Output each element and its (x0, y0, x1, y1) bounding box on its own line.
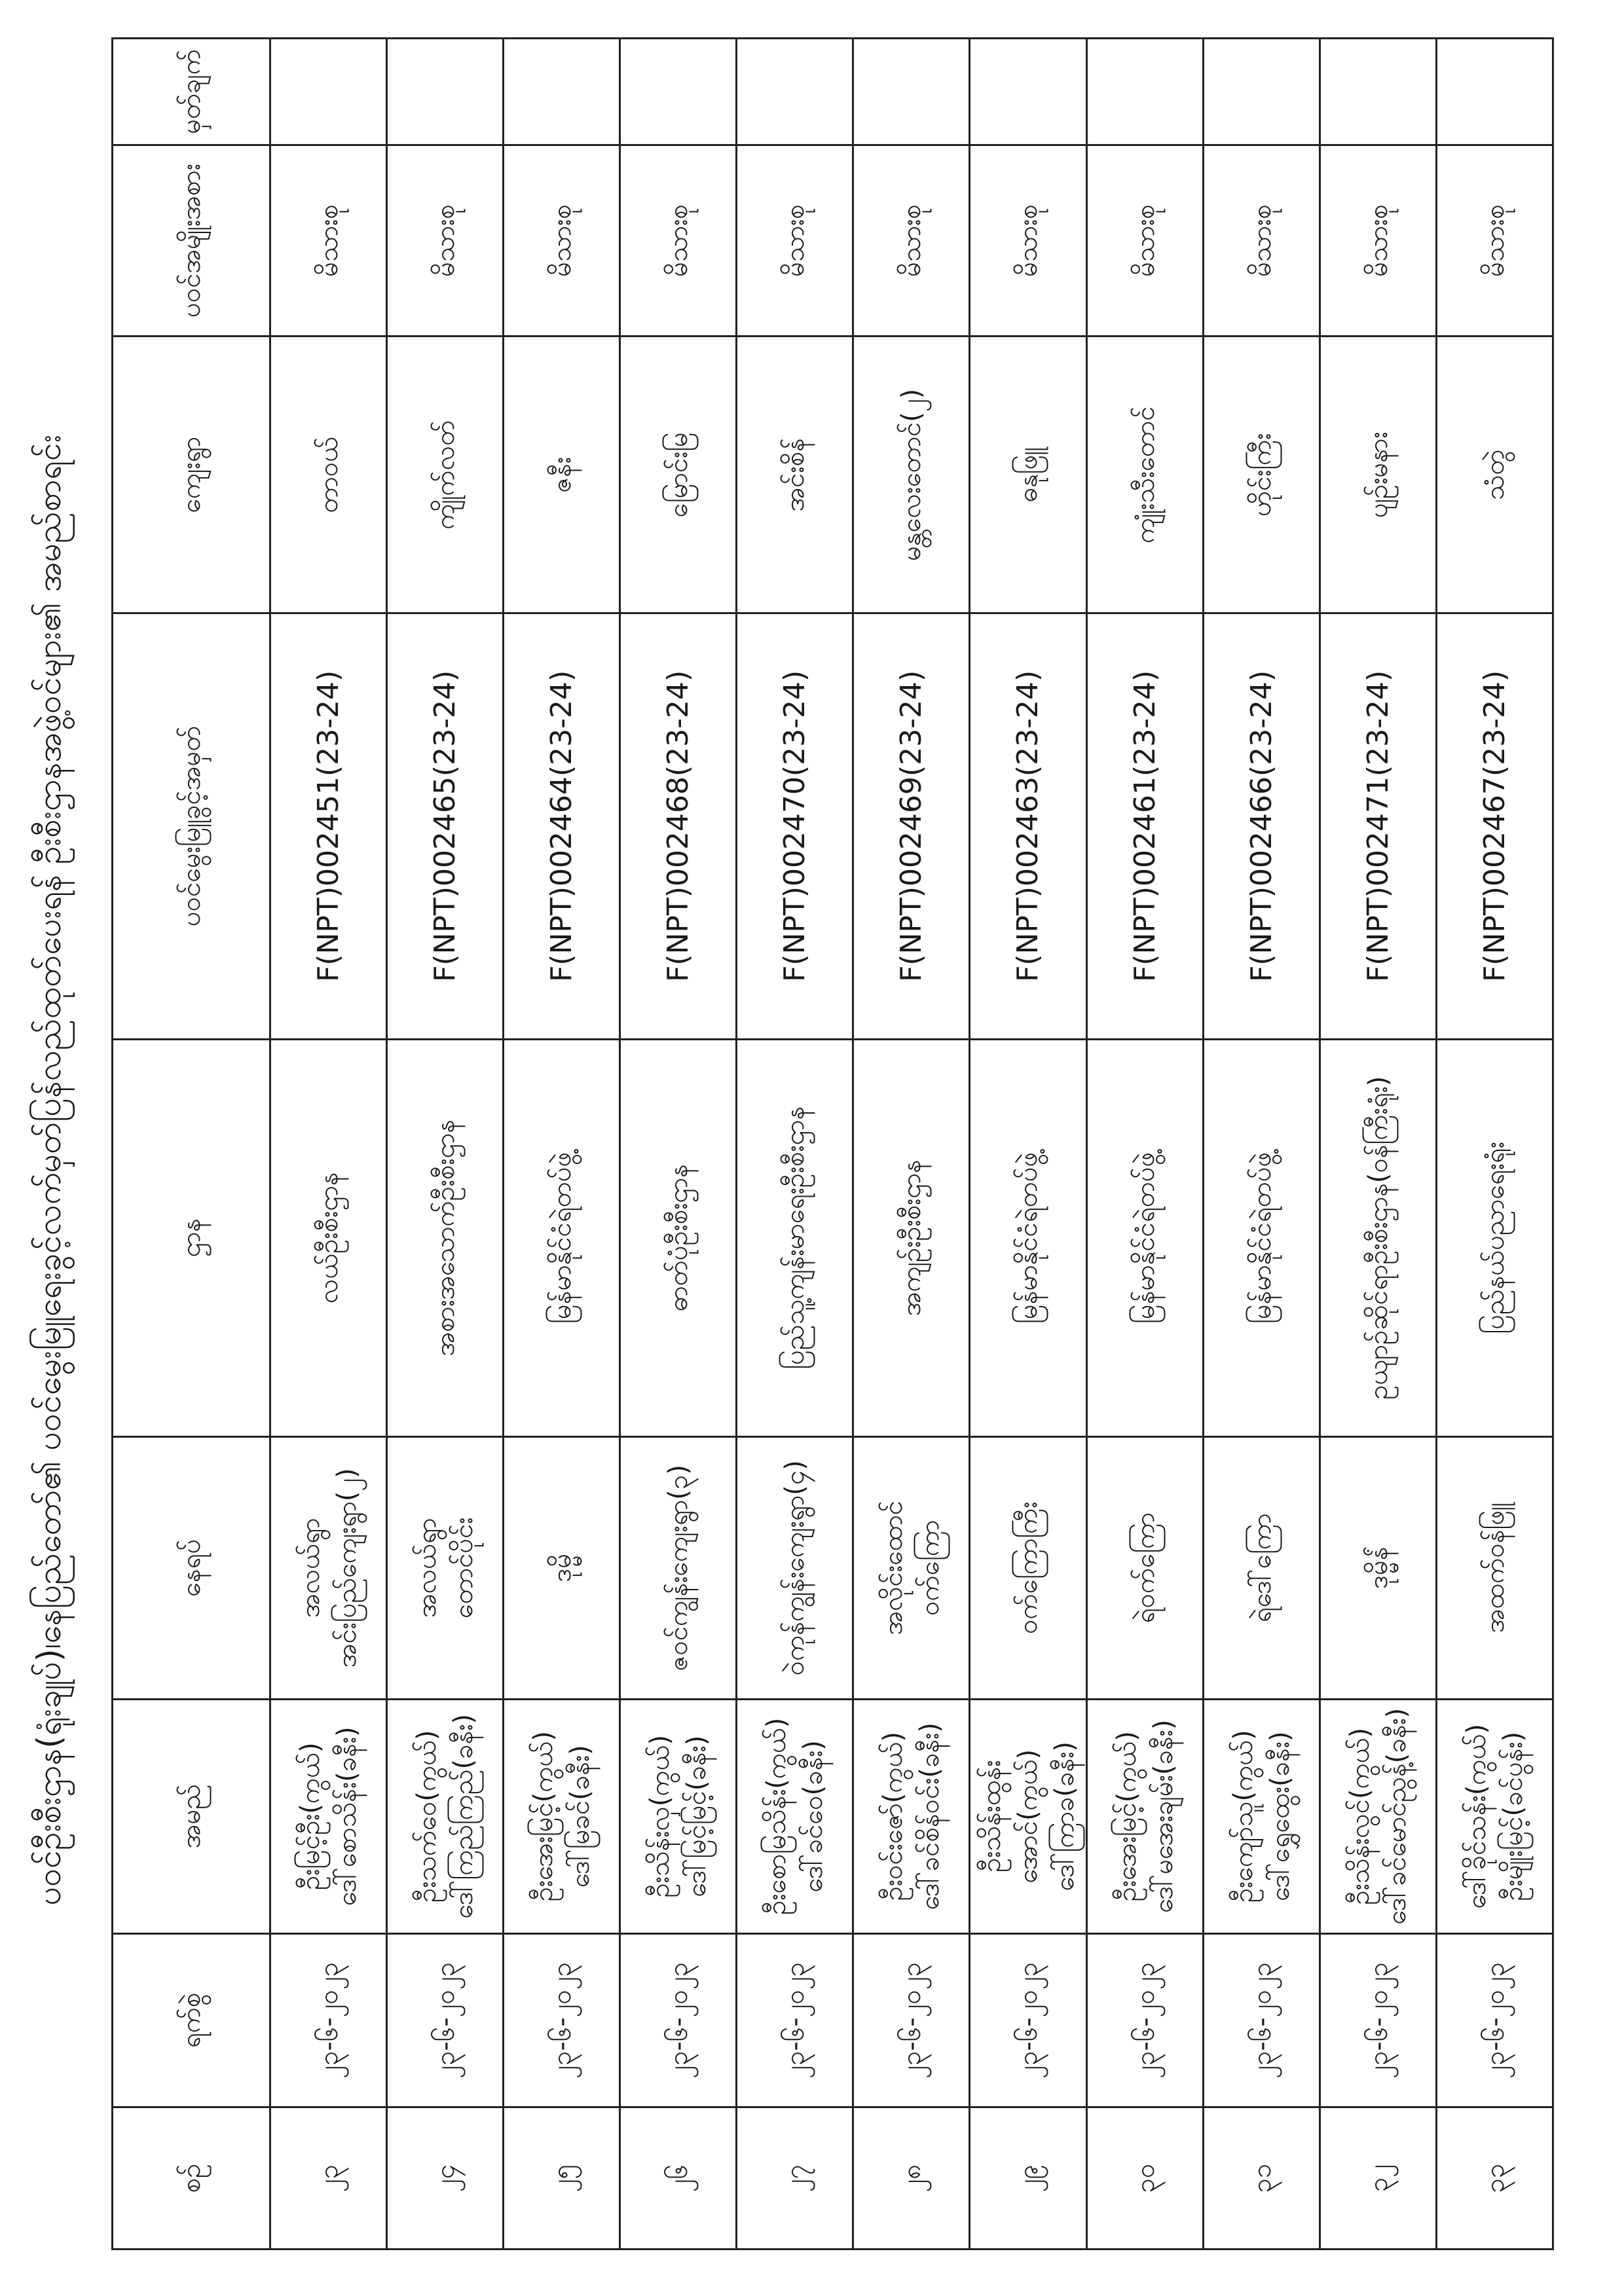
cell-branch: ဥယျာဉ်ဆိုင်ရာဦးစီးဌာန(ဝန်ကြီးရုံး) (1320, 1039, 1437, 1436)
cell-village: ဓနုဖြူ (970, 337, 1087, 613)
cell-type: မိသားစု (270, 145, 387, 337)
cell-village: ပျဉ်းမနား (1320, 337, 1437, 613)
record-table (111, 37, 1554, 2250)
document-title: ပဝင်ဦးစီးဌာန(ရုံးချုပ်)၊နေပြည်တော်၏ ပဝင်မွေးမြူရေးခွင့်လက်မှတ်ပြန်လည်ထုတ်ပေးရန် ဦးစီးဌာနအဖွဲ့ဝင်များ၏ အမည်စာရင်း (30, 434, 68, 1906)
cell-date: ၂၃-၆-၂၀၂၃ (620, 1933, 737, 2107)
cell-remark (970, 39, 1087, 145)
cell-cert-no: F(NPT)002467(23-24) (1437, 613, 1553, 1039)
cell-remark (1204, 39, 1320, 145)
cell-name: ဦးမြင့်ဦး(ကွယ်) ဒေါ်စောသိန်း(ခနီး) (270, 1699, 387, 1933)
cell-date: ၂၃-၆-၂၀၂၃ (504, 1933, 620, 2107)
cell-cert-no: F(NPT)002468(23-24) (620, 613, 737, 1039)
cell-seq: ၂၉ (970, 2107, 1087, 2250)
cell-cert-no: F(NPT)002471(23-24) (1320, 613, 1437, 1039)
cell-village: အင်းစိန် (737, 337, 853, 613)
cell-type: မိသားစု (853, 145, 970, 337)
header-type: ပဝင်အမျိုးအစား (113, 145, 270, 337)
cell-address: ဝက်ကြောကြီး (970, 1436, 1087, 1699)
cell-date: ၂၃-၆-၂၀၂၃ (737, 1933, 853, 2107)
table-row (1204, 39, 1320, 2250)
cell-branch: ပြည်နယ်ပညာရေးရုံး (1437, 1039, 1553, 1436)
cell-name: ဦးဝင်းဇော်(ကွယ်) ဒေါ်ခင်စိန်ဝင်း(ခနီး) (853, 1699, 970, 1933)
cell-address: ရဲဒေါ်ကြော (1204, 1436, 1320, 1699)
cell-village: မြောင်းမြ (620, 337, 737, 613)
cell-type: မိသားစု (737, 145, 853, 337)
cell-cert-no: F(NPT)002451(23-24) (270, 613, 387, 1039)
cell-branch: မြန်မာနိုင်ငံရဲတပ်ဖွဲ့ (504, 1039, 620, 1436)
cell-seq: ၂၆ (620, 2107, 737, 2250)
cell-name: ဦးအေးမြင့်(ကွယ်) ဒေါ်မအေးချမ်း(ခနီး) (1087, 1699, 1204, 1933)
cell-branch: မြန်မာနိုင်ငံရဲတပ်ဖွဲ့ (970, 1039, 1087, 1436)
cell-name: ဦးသိန်းလွင်(ကွယ်) ဒေါ်ခင်မောင်ညွန့်(ခနီး) (1320, 1699, 1437, 1933)
cell-address: ဝဲကုန်ကျွန်းကျေးရွာ(၄) (737, 1436, 853, 1699)
header-date: ရက်စွဲ (113, 1933, 270, 2107)
cell-branch: လယ်ဦးစီးဌာန (270, 1039, 387, 1436)
cell-type: မိသားစု (387, 145, 504, 337)
table-row (737, 39, 853, 2250)
cell-village: ကျုံးသီးတောင် (1087, 337, 1204, 613)
cell-address: အလယ်ရွာ တောင်ပိုင်း (387, 1436, 504, 1699)
cell-date: ၂၃-၆-၂၀၂၃ (1320, 1933, 1437, 2107)
table-header-row (113, 39, 270, 2250)
cell-branch: ဓာတ်ပုံဦးစီးဌာန (620, 1039, 737, 1436)
cell-date: ၂၃-၆-၂၀၂၃ (970, 1933, 1087, 2107)
cell-type: မိသားစု (1320, 145, 1437, 337)
cell-seq: ၃၀ (1087, 2107, 1204, 2250)
cell-seq: ၂၅ (504, 2107, 620, 2250)
cell-remark (853, 39, 970, 145)
cell-village: ဟိုင်းကြီး (1204, 337, 1320, 613)
header-address: နေရပ် (113, 1436, 270, 1699)
header-seq: စဉ် (113, 2107, 270, 2250)
cell-date: ၂၃-၆-၂၀၂၃ (1087, 1933, 1204, 2107)
header-remark: မှတ်ချက် (113, 39, 270, 145)
cell-remark (737, 39, 853, 145)
cell-seq: ၂၄ (387, 2107, 504, 2250)
cell-name: ဦးသိန်းလှ(ကွယ်) ဒေါ်မြင့်မြင့်(ခနီး) (620, 1699, 737, 1933)
cell-name: ဦးစောမြသိန်း(ကွယ်) ဒေါ်ခင်ဝေ(ခနီး) (737, 1699, 853, 1933)
cell-seq: ၃၂ (1320, 2107, 1437, 2250)
cell-name: ဦးသိန်းထွန်းအောင်(ကွယ်) ဒေါ်ကြာခ(ခနီး) (970, 1699, 1087, 1933)
cell-address: ရဲဝက်ကြော (1087, 1436, 1204, 1699)
cell-seq: ၃၁ (1204, 2107, 1320, 2250)
table-row (620, 39, 737, 2250)
cell-remark (1437, 39, 1553, 145)
cell-village: မန္တလေးတောင်(၂) (853, 337, 970, 613)
cell-remark (387, 39, 504, 145)
cell-name: ဦးအေးမြင့်(ကွယ်) ဒေါ်မြခင်(ခနီး) (504, 1699, 620, 1933)
cell-type: မိသားစု (1204, 145, 1320, 337)
header-name: အမည် (113, 1699, 270, 1933)
cell-type: မိသားစု (970, 145, 1087, 337)
cell-name: ဦးကျော်သူ(ကွယ်) ဒေါ်ရွှေထွေး(ခနီး) (1204, 1699, 1320, 1933)
cell-remark (1087, 39, 1204, 145)
cell-date: ၂၃-၆-၂၀၂၃ (1437, 1933, 1553, 2107)
table-row (1320, 39, 1437, 2250)
cell-address: အလယ်ရွာ အင်းပြည်ကျေးရွာ(၂) (270, 1436, 387, 1699)
cell-name: ဦးသက်ဝေ(ကွယ်) ဒေါ်ကြည်ကြည်(ခနီး) (387, 1699, 504, 1933)
cell-cert-no: F(NPT)002463(23-24) (970, 613, 1087, 1039)
cell-name: ဒေါ်ခိုင်သန်း(ကွယ်) ဦးမျိုးမြင့်(ခင်ပွန်း) (1437, 1699, 1553, 1933)
cell-date: ၂၃-၆-၂၀၂၃ (270, 1933, 387, 2107)
cell-date: ၂၃-၆-၂၀၂၃ (1204, 1933, 1320, 2107)
table-row (504, 39, 620, 2250)
cell-date: ၂၃-၆-၂၀၂၃ (387, 1933, 504, 2107)
cell-village: ကျိုက်လတ် (387, 337, 504, 613)
cell-address: ဒုမ္မိန်ံ (1320, 1436, 1437, 1699)
cell-village: တာဝယ် (270, 337, 387, 613)
cell-cert-no: F(NPT)002465(23-24) (387, 613, 504, 1039)
cell-village: သံတွဲ (1437, 337, 1553, 613)
cell-cert-no: F(NPT)002466(23-24) (1204, 613, 1320, 1039)
cell-remark (504, 39, 620, 145)
cell-address: ဇဝင်ကျွန်းကျေးရွာ(၃) (620, 1436, 737, 1699)
header-cert-no: ပဝင်မွေးမြူခွင့်အမှတ် (113, 613, 270, 1039)
cell-date: ၂၃-၆-၂၀၂၃ (853, 1933, 970, 2107)
cell-address: အလိုင်းထောင် ဝက်ကြော (853, 1436, 970, 1699)
table-row (1087, 39, 1204, 2250)
cell-type: မိသားစု (620, 145, 737, 337)
cell-cert-no: F(NPT)002470(23-24) (737, 613, 853, 1039)
cell-address: ဒုမ္မိ (504, 1436, 620, 1699)
header-branch: ဌာန (113, 1039, 270, 1436)
cell-seq: ၃၃ (1437, 2107, 1553, 2250)
cell-branch: အကျဉ်းဦးစီးဌာန (853, 1039, 970, 1436)
cell-address: အထက်ဝန်ဖြူ (1437, 1436, 1553, 1699)
cell-remark (620, 39, 737, 145)
table-row (853, 39, 970, 2250)
cell-type: မိသားစု (1087, 145, 1204, 337)
table-body (270, 39, 1553, 2250)
table-row (1437, 39, 1553, 2250)
cell-type: မိသားစု (1437, 145, 1553, 337)
cell-seq: ၂၃ (270, 2107, 387, 2250)
cell-village: ဇနီး (504, 337, 620, 613)
cell-branch: ပြည်သူ့ကျန်းမာရေးဦးစီးဌာန (737, 1039, 853, 1436)
cell-remark (270, 39, 387, 145)
cell-cert-no: F(NPT)002461(23-24) (1087, 613, 1204, 1039)
header-village: ကျေးရွာ (113, 337, 270, 613)
cell-type: မိသားစု (504, 145, 620, 337)
table-row (970, 39, 1087, 2250)
cell-seq: ၂၇ (737, 2107, 853, 2250)
cell-branch: မြန်မာနိုင်ငံရဲတပ်ဖွဲ့ (1087, 1039, 1204, 1436)
table-row (270, 39, 387, 2250)
cell-branch: အစားအသောက်ဦးစီးဌာန (387, 1039, 504, 1436)
cell-seq: ၂၈ (853, 2107, 970, 2250)
table-row (387, 39, 504, 2250)
cell-cert-no: F(NPT)002464(23-24) (504, 613, 620, 1039)
cell-cert-no: F(NPT)002469(23-24) (853, 613, 970, 1039)
cell-remark (1320, 39, 1437, 145)
cell-branch: မြန်မာနိုင်ငံရဲတပ်ဖွဲ့ (1204, 1039, 1320, 1436)
